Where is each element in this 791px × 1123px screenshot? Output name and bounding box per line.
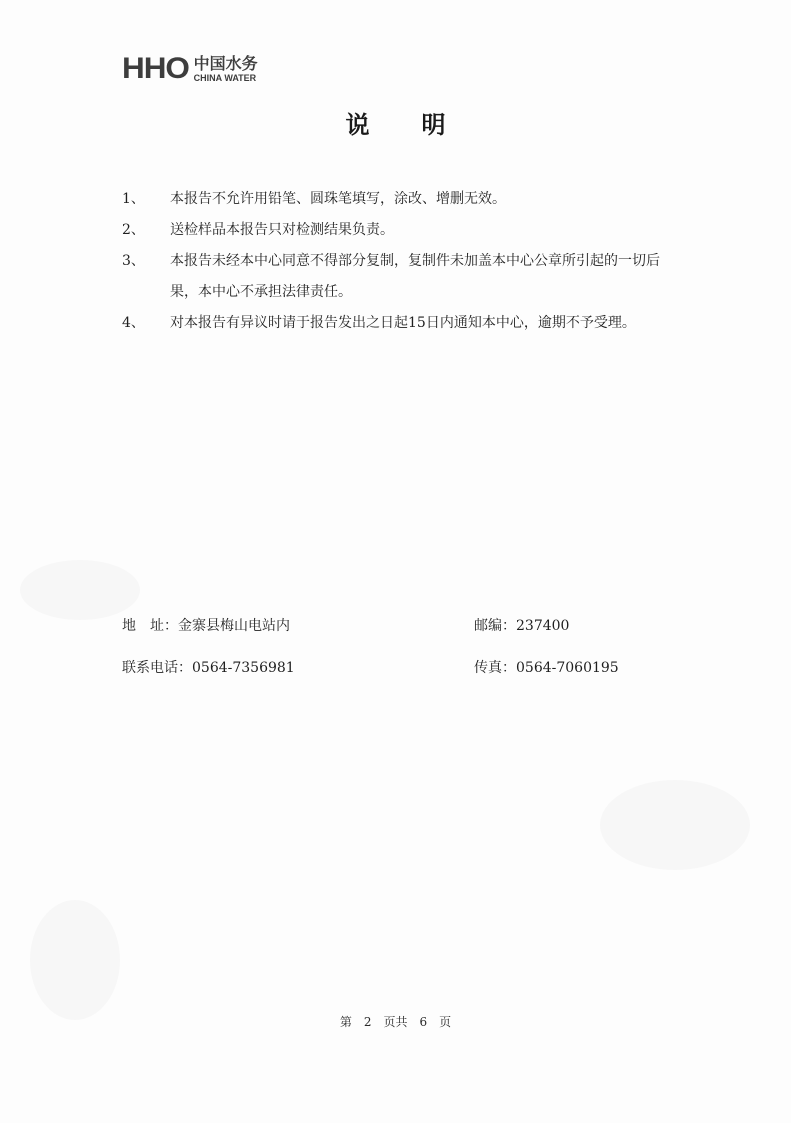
company-logo: [122, 52, 258, 86]
note-number: 4、: [122, 315, 145, 331]
address-text: 地 址：金寨县梅山电站内: [122, 618, 290, 634]
logo-text: [193, 53, 258, 83]
contact-row-phone: [122, 657, 682, 677]
contact-row-address: [122, 615, 682, 635]
phone-text: 联系电话：0564-7356981: [122, 660, 295, 676]
note-item: [122, 246, 682, 308]
page-title: 说明: [345, 110, 498, 139]
note-item: [122, 215, 682, 246]
note-item: [122, 308, 682, 339]
scan-noise: [600, 780, 750, 870]
note-number: 2、: [122, 222, 145, 238]
note-number: 3、: [122, 253, 145, 269]
notes-list: [122, 184, 682, 339]
logo-chinese-name: 中国水务: [193, 53, 258, 73]
postcode-text: 邮编：237400: [474, 618, 570, 634]
scan-noise: [20, 560, 140, 620]
fax-text: 传真：0564-7060195: [474, 660, 619, 676]
note-item: [122, 184, 682, 215]
note-text: 对本报告有异议时请于报告发出之日起15日内通知本中心，逾期不予受理。: [170, 315, 636, 331]
note-number: 1、: [122, 191, 145, 207]
note-text: 本报告未经本中心同意不得部分复制，复制件未加盖本中心公章所引起的一切后果，本中心不承担法律责任。: [170, 253, 660, 300]
logo-english-name: CHINA WATER: [193, 72, 257, 83]
page-number-footer: 第 2 页共 6 页: [339, 1015, 452, 1029]
note-text: 本报告不允许用铅笔、圆珠笔填写，涂改、增删无效。: [170, 191, 506, 207]
logo-mark: HHO: [122, 52, 189, 85]
note-text: 送检样品本报告只对检测结果负责。: [170, 222, 394, 238]
scan-noise: [30, 900, 120, 1020]
